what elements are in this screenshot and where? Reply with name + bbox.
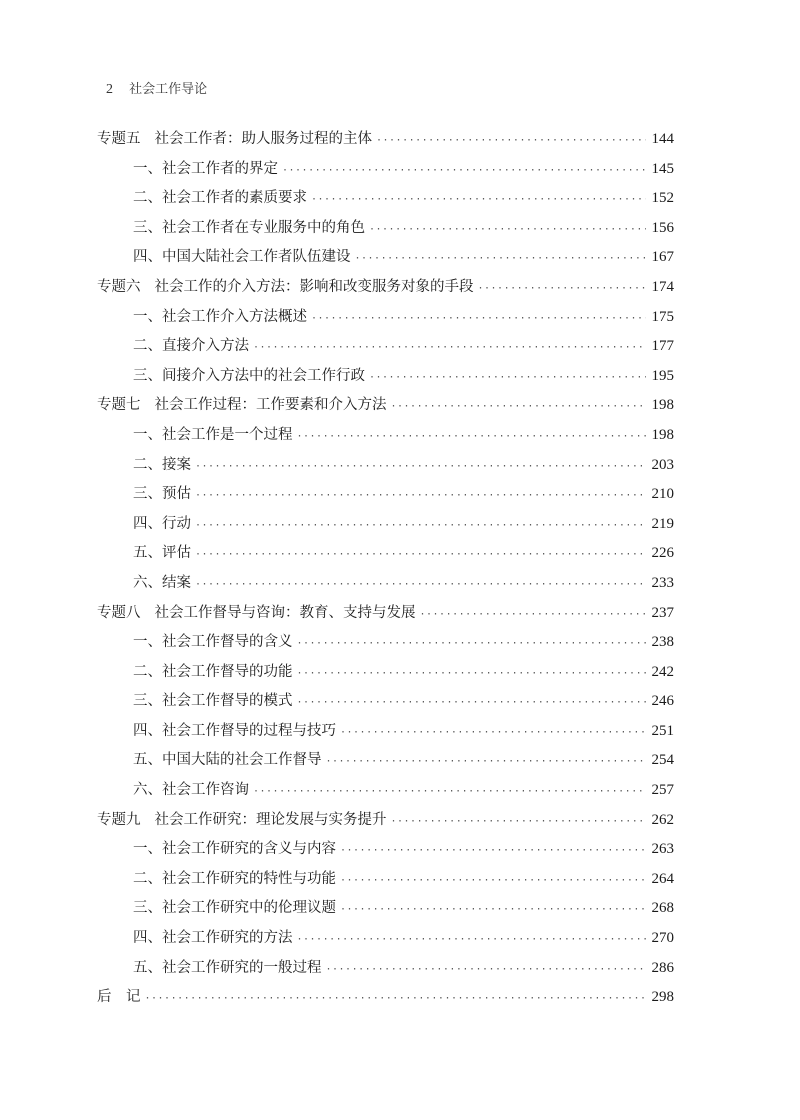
toc-item-row[interactable] <box>97 776 674 806</box>
toc-item-row[interactable] <box>97 746 674 776</box>
toc-entry-title <box>133 894 336 924</box>
toc-title-text: 三、社会工作研究中的伦理议题 <box>133 900 336 917</box>
dot-leader <box>391 807 647 836</box>
book-title: 社会工作导论 <box>129 82 208 97</box>
toc-page-number: 203 <box>651 456 674 473</box>
toc-title-text: 三、社会工作者在专业服务中的角色 <box>133 219 365 236</box>
toc-page-number: 264 <box>651 870 674 887</box>
toc-page-number: 286 <box>651 959 674 976</box>
toc-topic-number: 专题七 <box>97 397 141 414</box>
toc-page-number: 156 <box>651 219 674 236</box>
table-of-contents <box>97 125 674 1013</box>
toc-topic-row[interactable] <box>97 806 674 836</box>
toc-title-text: 二、社会工作者的素质要求 <box>133 190 307 207</box>
toc-page-number: 145 <box>651 160 674 177</box>
toc-entry-title <box>97 391 387 421</box>
toc-entry-title <box>97 273 474 303</box>
toc-entry-title <box>133 184 307 214</box>
toc-item-row[interactable] <box>97 362 674 392</box>
toc-page-number: 177 <box>651 338 674 355</box>
toc-topic-number: 专题五 <box>97 131 141 147</box>
dot-leader <box>297 925 647 954</box>
toc-title-text: 社会工作过程：工作要素和介入方法 <box>154 397 387 414</box>
toc-entry-title <box>133 303 307 333</box>
toc-title-text: 五、评估 <box>133 545 191 562</box>
page-number: 2 <box>106 82 113 97</box>
dot-leader <box>195 511 646 540</box>
toc-page-number: 268 <box>651 900 674 917</box>
toc-entry-title <box>133 658 293 688</box>
toc-title-text: 三、间接介入方法中的社会工作行政 <box>133 367 365 384</box>
toc-page-number: 257 <box>651 782 674 799</box>
toc-page-number: 246 <box>651 693 674 710</box>
dot-leader <box>369 363 646 392</box>
dot-leader <box>195 452 646 481</box>
toc-page-number: 237 <box>651 604 674 621</box>
toc-entry-title <box>133 628 293 658</box>
toc-page-number: 174 <box>651 278 674 295</box>
toc-title-text: 三、预估 <box>133 486 191 503</box>
toc-title-text: 四、社会工作督导的过程与技巧 <box>133 722 336 739</box>
toc-topic-row[interactable] <box>97 273 674 303</box>
toc-page-number: 195 <box>651 367 674 384</box>
toc-entry-title <box>133 954 322 984</box>
toc-item-row[interactable] <box>97 303 674 333</box>
toc-title-text: 二、直接介入方法 <box>133 338 249 355</box>
toc-title-text: 一、社会工作是一个过程 <box>133 426 293 443</box>
toc-title-text: 社会工作研究：理论发展与实务提升 <box>154 811 387 828</box>
toc-page-number: 298 <box>651 989 674 1006</box>
toc-entry-title <box>133 569 191 599</box>
dot-leader <box>340 866 646 895</box>
toc-title-text: 四、中国大陆社会工作者队伍建设 <box>133 249 351 266</box>
toc-entry-title <box>133 746 322 776</box>
toc-entry-title <box>133 835 336 865</box>
dot-leader <box>311 304 646 333</box>
toc-entry-title <box>133 332 249 362</box>
toc-item-row[interactable] <box>97 628 674 658</box>
toc-item-row[interactable] <box>97 687 674 717</box>
dot-leader <box>195 481 646 510</box>
toc-entry-title <box>133 717 336 747</box>
toc-page-number: 210 <box>651 486 674 503</box>
dot-leader <box>311 185 646 214</box>
toc-entry-title <box>97 125 372 155</box>
toc-page-number: 233 <box>651 574 674 591</box>
dot-leader <box>253 777 646 806</box>
toc-entry-title <box>133 687 293 717</box>
dot-leader <box>355 244 647 273</box>
dot-leader <box>376 126 646 155</box>
toc-entry-title <box>133 214 365 244</box>
dot-leader <box>369 215 646 244</box>
toc-item-row[interactable] <box>97 421 674 451</box>
dot-leader <box>326 955 647 984</box>
toc-title-text: 后 记 <box>97 989 141 1006</box>
dot-leader <box>282 156 646 185</box>
toc-entry-title <box>133 924 293 954</box>
toc-page-number: 152 <box>651 190 674 207</box>
toc-item-row[interactable] <box>97 835 674 865</box>
toc-topic-row[interactable] <box>97 983 674 1013</box>
dot-leader <box>340 895 646 924</box>
toc-topic-number: 专题六 <box>97 278 141 295</box>
dot-leader <box>326 747 647 776</box>
toc-item-row[interactable] <box>97 894 674 924</box>
toc-title-text: 五、社会工作研究的一般过程 <box>133 959 322 976</box>
dot-leader <box>253 333 646 362</box>
toc-item-row[interactable] <box>97 332 674 362</box>
toc-item-row[interactable] <box>97 924 674 954</box>
toc-entry-title <box>133 539 191 569</box>
toc-title-text: 六、结案 <box>133 574 191 591</box>
toc-item-row[interactable] <box>97 155 674 185</box>
toc-title-text: 三、社会工作督导的模式 <box>133 693 293 710</box>
toc-item-row[interactable] <box>97 451 674 481</box>
dot-leader <box>145 984 647 1013</box>
toc-item-row[interactable] <box>97 865 674 895</box>
toc-entry-title <box>133 155 278 185</box>
toc-item-row[interactable] <box>97 658 674 688</box>
dot-leader <box>297 629 647 658</box>
dot-leader <box>340 718 646 747</box>
toc-item-row[interactable] <box>97 480 674 510</box>
toc-entry-title <box>133 865 336 895</box>
toc-page-number: 198 <box>651 426 674 443</box>
toc-title-text: 四、行动 <box>133 515 191 532</box>
toc-entry-title <box>97 983 141 1013</box>
dot-leader <box>195 570 646 599</box>
toc-page-number: 242 <box>651 663 674 680</box>
toc-entry-title <box>133 776 249 806</box>
toc-topic-number: 专题九 <box>97 811 141 828</box>
toc-page-number: 144 <box>651 131 674 147</box>
toc-page-number: 198 <box>651 397 674 414</box>
toc-topic-row[interactable] <box>97 125 674 155</box>
toc-item-row[interactable] <box>97 184 674 214</box>
toc-item-row[interactable] <box>97 510 674 540</box>
dot-leader <box>297 659 647 688</box>
toc-page-number: 226 <box>651 545 674 562</box>
toc-topic-number: 专题八 <box>97 604 141 621</box>
running-header <box>106 78 207 98</box>
toc-entry-title <box>133 243 351 273</box>
toc-title-text: 一、社会工作介入方法概述 <box>133 308 307 325</box>
toc-entry-title <box>133 362 365 392</box>
toc-page-number: 167 <box>651 249 674 266</box>
toc-entry-title <box>133 421 293 451</box>
toc-title-text: 社会工作督导与咨询：教育、支持与发展 <box>154 604 416 621</box>
toc-item-row[interactable] <box>97 717 674 747</box>
toc-title-text: 社会工作者：助人服务过程的主体 <box>154 131 372 147</box>
toc-title-text: 一、社会工作者的界定 <box>133 160 278 177</box>
dot-leader <box>478 274 647 303</box>
dot-leader <box>420 600 647 629</box>
toc-topic-row[interactable] <box>97 599 674 629</box>
dot-leader <box>340 836 646 865</box>
toc-entry-title <box>133 510 191 540</box>
toc-entry-title <box>97 806 387 836</box>
toc-title-text: 二、接案 <box>133 456 191 473</box>
toc-item-row[interactable] <box>97 954 674 984</box>
toc-page-number: 219 <box>651 515 674 532</box>
dot-leader <box>297 422 647 451</box>
toc-page-number: 175 <box>651 308 674 325</box>
toc-title-text: 四、社会工作研究的方法 <box>133 930 293 947</box>
toc-title-text: 五、中国大陆的社会工作督导 <box>133 752 322 769</box>
toc-title-text: 六、社会工作咨询 <box>133 782 249 799</box>
toc-title-text: 一、社会工作督导的含义 <box>133 634 293 651</box>
dot-leader <box>195 540 646 569</box>
toc-item-row[interactable] <box>97 539 674 569</box>
toc-page-number: 254 <box>651 752 674 769</box>
toc-entry-title <box>133 451 191 481</box>
toc-page-number: 238 <box>651 634 674 651</box>
toc-page-number: 251 <box>651 722 674 739</box>
toc-entry-title <box>97 599 416 629</box>
toc-item-row[interactable] <box>97 243 674 273</box>
toc-page-number: 262 <box>651 811 674 828</box>
toc-entry-title <box>133 480 191 510</box>
toc-page-number: 270 <box>651 930 674 947</box>
dot-leader <box>297 688 647 717</box>
toc-title-text: 二、社会工作研究的特性与功能 <box>133 870 336 887</box>
toc-title-text: 一、社会工作研究的含义与内容 <box>133 841 336 858</box>
toc-topic-row[interactable] <box>97 391 674 421</box>
toc-title-text: 二、社会工作督导的功能 <box>133 663 293 680</box>
dot-leader <box>391 392 647 421</box>
toc-item-row[interactable] <box>97 569 674 599</box>
toc-title-text: 社会工作的介入方法：影响和改变服务对象的手段 <box>154 278 474 295</box>
toc-page-number: 263 <box>651 841 674 858</box>
toc-item-row[interactable] <box>97 214 674 244</box>
